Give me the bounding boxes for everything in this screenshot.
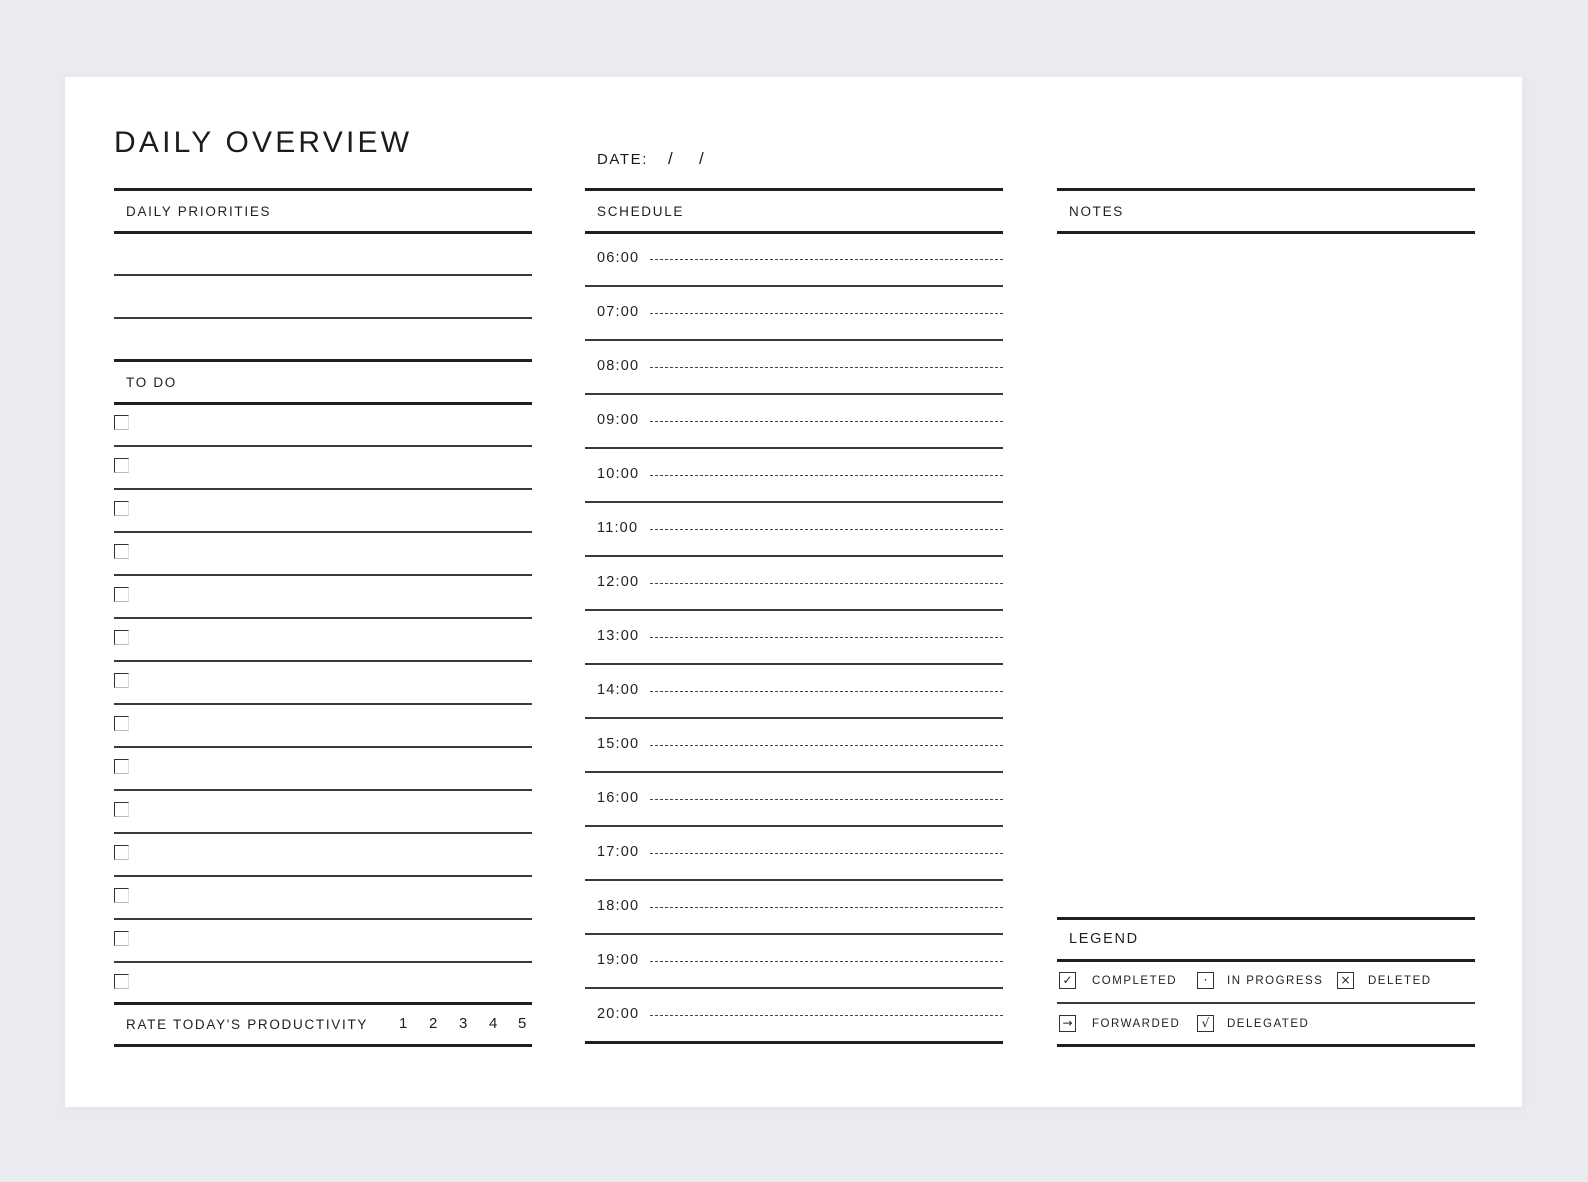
schedule-time: 13:00 — [597, 628, 640, 644]
schedule-entry-line[interactable] — [650, 961, 1003, 962]
notes-header-rule — [1057, 231, 1475, 234]
dot-icon: · — [1197, 972, 1214, 989]
rating-option-5[interactable]: 5 — [518, 1015, 527, 1032]
schedule-entry-line[interactable] — [650, 907, 1003, 908]
schedule-header-rule — [585, 231, 1003, 234]
todo-checkbox[interactable] — [114, 587, 129, 602]
todo-line[interactable] — [114, 617, 532, 619]
schedule-row-rule — [585, 771, 1003, 773]
todo-line[interactable] — [114, 445, 532, 447]
priorities-top-rule — [114, 188, 532, 191]
todo-checkbox[interactable] — [114, 716, 129, 731]
rating-option-3[interactable]: 3 — [459, 1015, 468, 1032]
todo-line[interactable] — [114, 660, 532, 662]
todo-line[interactable] — [114, 531, 532, 533]
date-label: DATE: — [597, 151, 649, 168]
schedule-row-rule — [585, 555, 1003, 557]
todo-checkbox[interactable] — [114, 501, 129, 516]
productivity-label: RATE TODAY'S PRODUCTIVITY — [126, 1017, 369, 1032]
schedule-entry-line[interactable] — [650, 421, 1003, 422]
schedule-time: 16:00 — [597, 790, 640, 806]
schedule-row-rule — [585, 717, 1003, 719]
legend-divider — [1057, 1002, 1475, 1004]
check-icon: ✓ — [1059, 972, 1076, 989]
schedule-row-rule — [585, 1041, 1003, 1044]
schedule-top-rule — [585, 188, 1003, 191]
schedule-time: 12:00 — [597, 574, 640, 590]
schedule-entry-line[interactable] — [650, 259, 1003, 260]
todo-checkbox[interactable] — [114, 759, 129, 774]
schedule-column — [585, 77, 1003, 1107]
legend-deleted: DELETED — [1368, 975, 1432, 987]
schedule-entry-line[interactable] — [650, 853, 1003, 854]
schedule-row-rule — [585, 339, 1003, 341]
todo-top-rule — [114, 359, 532, 362]
todo-line[interactable] — [114, 918, 532, 920]
schedule-time: 19:00 — [597, 952, 640, 968]
priorities-bottom-rule — [114, 231, 532, 234]
schedule-row-rule — [585, 879, 1003, 881]
notes-label: NOTES — [1069, 204, 1125, 219]
arrow-right-icon: → — [1059, 1015, 1076, 1032]
productivity-top-rule — [114, 1002, 532, 1005]
schedule-label: SCHEDULE — [597, 204, 685, 219]
todo-checkbox[interactable] — [114, 802, 129, 817]
notes-column — [1057, 77, 1475, 1107]
schedule-entry-line[interactable] — [650, 1015, 1003, 1016]
todo-line[interactable] — [114, 789, 532, 791]
legend-label: LEGEND — [1069, 931, 1139, 947]
date-slash-1: / — [668, 149, 673, 168]
schedule-time: 17:00 — [597, 844, 640, 860]
schedule-row-rule — [585, 933, 1003, 935]
schedule-row-rule — [585, 285, 1003, 287]
schedule-entry-line[interactable] — [650, 583, 1003, 584]
schedule-time: 07:00 — [597, 304, 640, 320]
todo-checkbox[interactable] — [114, 415, 129, 430]
todo-line[interactable] — [114, 961, 532, 963]
todo-checkbox[interactable] — [114, 931, 129, 946]
schedule-row-rule — [585, 987, 1003, 989]
legend-bottom-rule — [1057, 1044, 1475, 1047]
schedule-row-rule — [585, 825, 1003, 827]
schedule-time: 10:00 — [597, 466, 640, 482]
schedule-row-rule — [585, 447, 1003, 449]
todo-line[interactable] — [114, 703, 532, 705]
schedule-time: 06:00 — [597, 250, 640, 266]
schedule-time: 09:00 — [597, 412, 640, 428]
todo-label: TO DO — [126, 375, 178, 390]
todo-checkbox[interactable] — [114, 630, 129, 645]
schedule-time: 18:00 — [597, 898, 640, 914]
todo-checkbox[interactable] — [114, 544, 129, 559]
priority-line[interactable] — [114, 274, 532, 276]
page-title: DAILY OVERVIEW — [114, 126, 413, 159]
schedule-time: 15:00 — [597, 736, 640, 752]
legend-completed: COMPLETED — [1092, 975, 1178, 987]
schedule-time: 08:00 — [597, 358, 640, 374]
schedule-row-rule — [585, 393, 1003, 395]
rating-option-1[interactable]: 1 — [399, 1015, 408, 1032]
todo-line[interactable] — [114, 875, 532, 877]
schedule-time: 14:00 — [597, 682, 640, 698]
left-column — [114, 77, 532, 1107]
notes-top-rule — [1057, 188, 1475, 191]
rating-option-2[interactable]: 2 — [429, 1015, 438, 1032]
schedule-entry-line[interactable] — [650, 637, 1003, 638]
notes-area[interactable] — [1057, 235, 1475, 913]
delegate-check-icon: √ — [1197, 1015, 1214, 1032]
todo-checkbox[interactable] — [114, 888, 129, 903]
planner-sheet — [65, 77, 1522, 1107]
todo-line[interactable] — [114, 488, 532, 490]
rating-option-4[interactable]: 4 — [489, 1015, 498, 1032]
schedule-entry-line[interactable] — [650, 313, 1003, 314]
schedule-time: 11:00 — [597, 520, 639, 536]
todo-checkbox[interactable] — [114, 845, 129, 860]
productivity-bottom-rule — [114, 1044, 532, 1047]
todo-checkbox[interactable] — [114, 974, 129, 989]
legend-forwarded: FORWARDED — [1092, 1018, 1181, 1030]
todo-line[interactable] — [114, 832, 532, 834]
todo-bottom-rule — [114, 402, 532, 405]
schedule-entry-line[interactable] — [650, 745, 1003, 746]
priority-line[interactable] — [114, 317, 532, 319]
schedule-entry-line[interactable] — [650, 691, 1003, 692]
schedule-entry-line[interactable] — [650, 799, 1003, 800]
todo-line[interactable] — [114, 746, 532, 748]
priorities-label: DAILY PRIORITIES — [126, 204, 272, 219]
schedule-entry-line[interactable] — [650, 367, 1003, 368]
schedule-time: 20:00 — [597, 1006, 640, 1022]
schedule-row-rule — [585, 663, 1003, 665]
legend-header-rule — [1057, 959, 1475, 962]
date-slash-2: / — [699, 149, 704, 168]
schedule-entry-line[interactable] — [650, 475, 1003, 476]
legend-delegated: DELEGATED — [1227, 1018, 1310, 1030]
todo-checkbox[interactable] — [114, 458, 129, 473]
x-icon: × — [1337, 972, 1354, 989]
todo-line[interactable] — [114, 574, 532, 576]
schedule-entry-line[interactable] — [650, 529, 1003, 530]
schedule-row-rule — [585, 501, 1003, 503]
legend-in-progress: IN PROGRESS — [1227, 975, 1324, 987]
todo-checkbox[interactable] — [114, 673, 129, 688]
schedule-row-rule — [585, 609, 1003, 611]
legend-top-rule — [1057, 917, 1475, 920]
